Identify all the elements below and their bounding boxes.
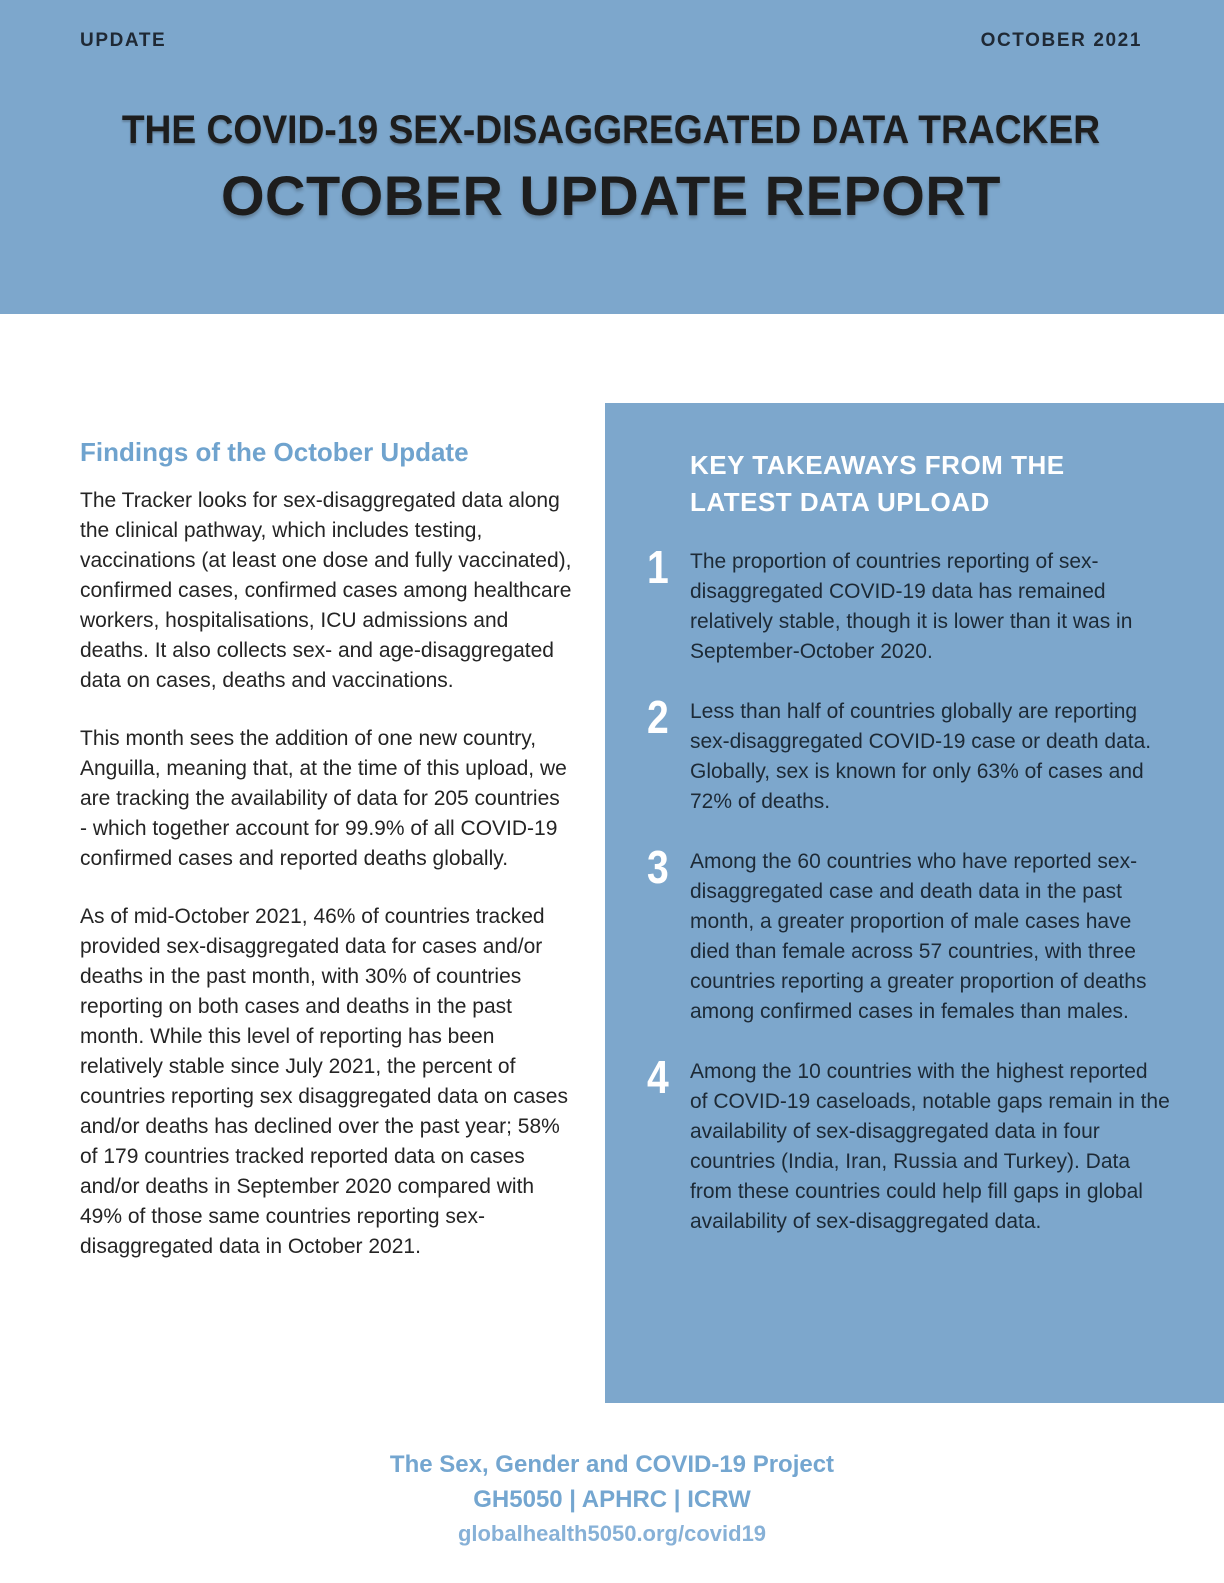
issue-date: OCTOBER 2021 (980, 30, 1142, 51)
report-title-block (80, 108, 1142, 228)
report-title (80, 108, 1142, 153)
partner-orgs: GH5050 | APHRC | ICRW (473, 1486, 751, 1513)
findings-section (80, 437, 572, 1290)
takeaway-item-2 (647, 691, 1170, 817)
findings-heading: Findings of the October Update (80, 437, 469, 467)
banner-top-row (80, 30, 1142, 52)
header-banner (0, 0, 1224, 314)
takeaway-text-1: The proportion of countries reporting of sex-disaggregated COVID-19 data has remained relatively stable, though it is lower than it was in September-October 2020. (690, 550, 1133, 663)
findings-paragraph-2: This month sees the addition of one new country, Anguilla, meaning that, at the time of this upload, we are tracking the availability of data for 205 countries - which together account for 99.9% of all COVID-19 confirmed cases and reported deaths globally. (80, 727, 567, 870)
takeaways-heading: KEY TAKEAWAYS FROM THE LATEST DATA UPLOAD (690, 450, 1065, 517)
findings-paragraph-1: The Tracker looks for sex-disaggregated data along the clinical pathway, which includes testing, vaccinations (at least one dose and fully vaccinated), confirmed cases, confirmed cases among healthcare workers, hospitalisations, ICU admissions and deaths. It also collects sex- and age-disaggregated data on cases, deaths and vaccinations. (80, 489, 572, 692)
takeaway-number-4: 4 (647, 1051, 669, 1103)
takeaway-item-1 (647, 541, 1170, 667)
takeaway-number-3: 3 (647, 841, 669, 893)
report-title-line1: THE COVID-19 SEX-DISAGGREGATED DATA TRACKER (121, 108, 1101, 152)
report-subtitle: OCTOBER UPDATE REPORT (220, 164, 1002, 227)
takeaway-number-2: 2 (647, 691, 669, 743)
project-name: The Sex, Gender and COVID-19 Project (389, 1451, 835, 1478)
findings-paragraph-3: As of mid-October 2021, 46% of countries tracked provided sex-disaggregated data for cases and/or deaths in the past month, with 30% of countries reporting on both cases and deaths in the past month. While this level of reporting has been relatively stable since July 2021, the percent of countries reporting sex disaggregated data on cases and/or deaths has declined over the past year; 58% of 179 countries tracked reported data on cases and/or deaths in September 2020 compared with 49% of those same countries reporting sex-disaggregated data in October 2021. (80, 905, 568, 1258)
takeaway-item-4 (647, 1051, 1170, 1237)
footer (0, 1447, 1224, 1551)
takeaway-text-3: Among the 60 countries who have reported sex-disaggregated case and death data in the past month, a greater proportion of male cases have died than female across 57 countries, with three countries reporting a greater proportion of deaths among confirmed cases in females than males. (690, 850, 1147, 1023)
key-takeaways-box (605, 403, 1224, 1403)
project-url-link[interactable]: globalhealth5050.org/covid19 (457, 1521, 767, 1546)
takeaway-number-1: 1 (647, 541, 669, 593)
update-kicker: UPDATE (80, 30, 167, 51)
takeaway-text-2: Less than half of countries globally are reporting sex-disaggregated COVID-19 case or death data. Globally, sex is known for only 63% of cases and 72% of deaths. (690, 700, 1152, 813)
takeaway-text-4: Among the 10 countries with the highest reported of COVID-19 caseloads, notable gaps remain in the availability of sex-disaggregated data in four countries (India, Iran, Russia and Turkey). Data from these countries could help fill gaps in global availability of sex-disaggregated data. (690, 1060, 1170, 1233)
takeaway-item-3 (647, 841, 1170, 1027)
